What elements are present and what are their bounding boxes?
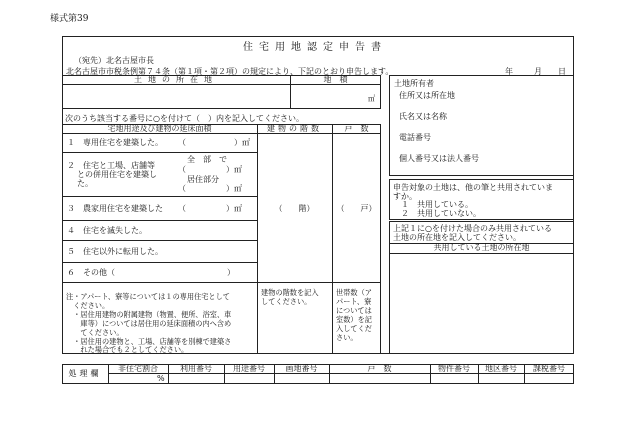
floors-header: 建物の階数 — [267, 124, 322, 133]
divider — [62, 262, 257, 263]
note-3: ・居住用の建物と、工場、店舗等を別棟で建築さ — [66, 337, 232, 346]
divider — [62, 220, 257, 221]
divider — [332, 124, 333, 354]
shared-question-line2: すか。 — [393, 192, 417, 201]
usage-item-2-total-label: 全 部 で — [187, 155, 227, 164]
units-note-4: 入してくだ — [336, 324, 372, 333]
processing-col-1: 利用番号 — [180, 364, 212, 373]
area-unit: ㎡ — [368, 94, 376, 103]
processing-col-4: 戸 数 — [367, 364, 392, 373]
processing-col-5: 物件番号 — [438, 364, 470, 373]
usage-item-1-area[interactable]: （ ）㎡ — [178, 138, 250, 147]
usage-header: 宅地用途及び建物の延床面積 — [107, 124, 212, 133]
usage-item-3-area[interactable]: （ ）㎡ — [178, 204, 242, 213]
units-note-1: パート、寮 — [336, 297, 372, 306]
usage-item-2-res-area[interactable]: （ ）㎡ — [178, 184, 242, 193]
usage-item-4[interactable]: ４ 住宅を滅失した。 — [67, 226, 147, 235]
processing-label: 処理欄 — [68, 369, 102, 378]
page-title: 住宅用地認定申告書 — [243, 42, 387, 53]
shared-location-header: 共用している土地の所在地 — [433, 243, 530, 252]
addressee: （宛先）北名古屋市長 — [74, 56, 154, 65]
processing-col-6: 地区番号 — [485, 364, 517, 373]
date-day: 日 — [558, 67, 566, 76]
floors-note-1: 建物の階数を記入 — [261, 288, 319, 297]
note-1: 注・アパート、寮等については１の専用住宅として — [66, 292, 230, 301]
divider — [62, 152, 257, 153]
floors-value[interactable]: （ 階） — [274, 204, 315, 213]
divider — [257, 124, 258, 354]
units-note-5: さい。 — [336, 333, 358, 342]
shared-location-instr-2: 土地の所在地を記入してください。 — [393, 233, 521, 242]
usage-item-2-line1[interactable]: ２ 住宅と工場、店舗等 — [67, 161, 155, 170]
units-header: 戸 数 — [344, 124, 369, 133]
intro-text: 北名古屋市市税条例第７４条（第１項・第２項）の規定により、下記のとおり申告します。 — [66, 67, 394, 76]
units-note-0: 世帯数（ア — [336, 288, 372, 297]
usage-item-3[interactable]: ３ 農家用住宅を建築した — [67, 204, 163, 213]
note-2: ・居住用建物の附属建物（物置、便所、浴室、車 — [66, 310, 232, 319]
usage-item-5[interactable]: ５ 住宅以外に転用した。 — [67, 247, 163, 256]
usage-item-2-res-label: 居住部分 — [187, 175, 219, 184]
note-2b: 庫等）については居住用の延床面積の内へ含め — [66, 319, 232, 328]
units-note-2: については — [336, 306, 372, 315]
form-number: 様式第39 — [50, 14, 89, 24]
date-month: 月 — [534, 67, 542, 76]
owner-header: 土地所有者 — [394, 79, 434, 88]
land-area-field[interactable] — [292, 86, 379, 107]
units-value[interactable]: （ 戸） — [336, 204, 377, 213]
shared-location-instr-1: 上記１に○を付けた場合のみ共用されている — [393, 224, 552, 233]
usage-item-1[interactable]: １ 専用住宅を建築した。 — [67, 138, 163, 147]
processing-col-7: 課税番号 — [533, 364, 565, 373]
instruction-text: 次のうち該当する番号に○を付けて（ ）内を記入してください。 — [65, 114, 304, 123]
usage-item-6[interactable]: ６ その他（ ） — [67, 268, 235, 277]
processing-percent: % — [157, 374, 165, 383]
divider — [62, 282, 381, 283]
land-area-header: 地 積 — [323, 75, 348, 84]
land-location-field[interactable] — [64, 86, 288, 107]
processing-col-2: 用途番号 — [233, 364, 265, 373]
owner-name-label: 氏名又は名称 — [399, 112, 447, 121]
land-location-header: 土地の所在地 — [134, 75, 218, 84]
owner-address-label: 住所又は所在地 — [399, 91, 455, 100]
shared-question-line1: 申告対象の土地は、他の筆と共用されていま — [393, 183, 553, 192]
shared-option-1[interactable]: １ 共用している。 — [401, 200, 473, 209]
divider — [389, 253, 574, 254]
note-1b: ください。 — [66, 301, 110, 310]
usage-item-2-total-area[interactable]: （ ）㎡ — [178, 165, 242, 174]
note-3b: れた場合でも２としてください。 — [66, 345, 189, 354]
divider — [62, 196, 257, 197]
processing-col-3: 画地番号 — [285, 364, 318, 373]
processing-col-0: 非住宅割合 — [118, 364, 158, 373]
owner-phone-label: 電話番号 — [399, 133, 431, 142]
usage-item-2-line3: た。 — [77, 179, 93, 188]
shared-option-2[interactable]: ２ 共用していない。 — [401, 209, 481, 218]
divider — [62, 240, 257, 241]
floors-note-2: してください。 — [261, 297, 312, 306]
usage-item-2-line2: との併用住宅を建築し — [77, 170, 157, 179]
date-year: 年 — [505, 67, 513, 76]
note-2c: てください。 — [66, 328, 124, 337]
owner-id-label: 個人番号又は法人番号 — [399, 154, 479, 163]
units-note-3: 室数）を記 — [336, 315, 372, 324]
shared-location-field[interactable] — [391, 255, 572, 352]
